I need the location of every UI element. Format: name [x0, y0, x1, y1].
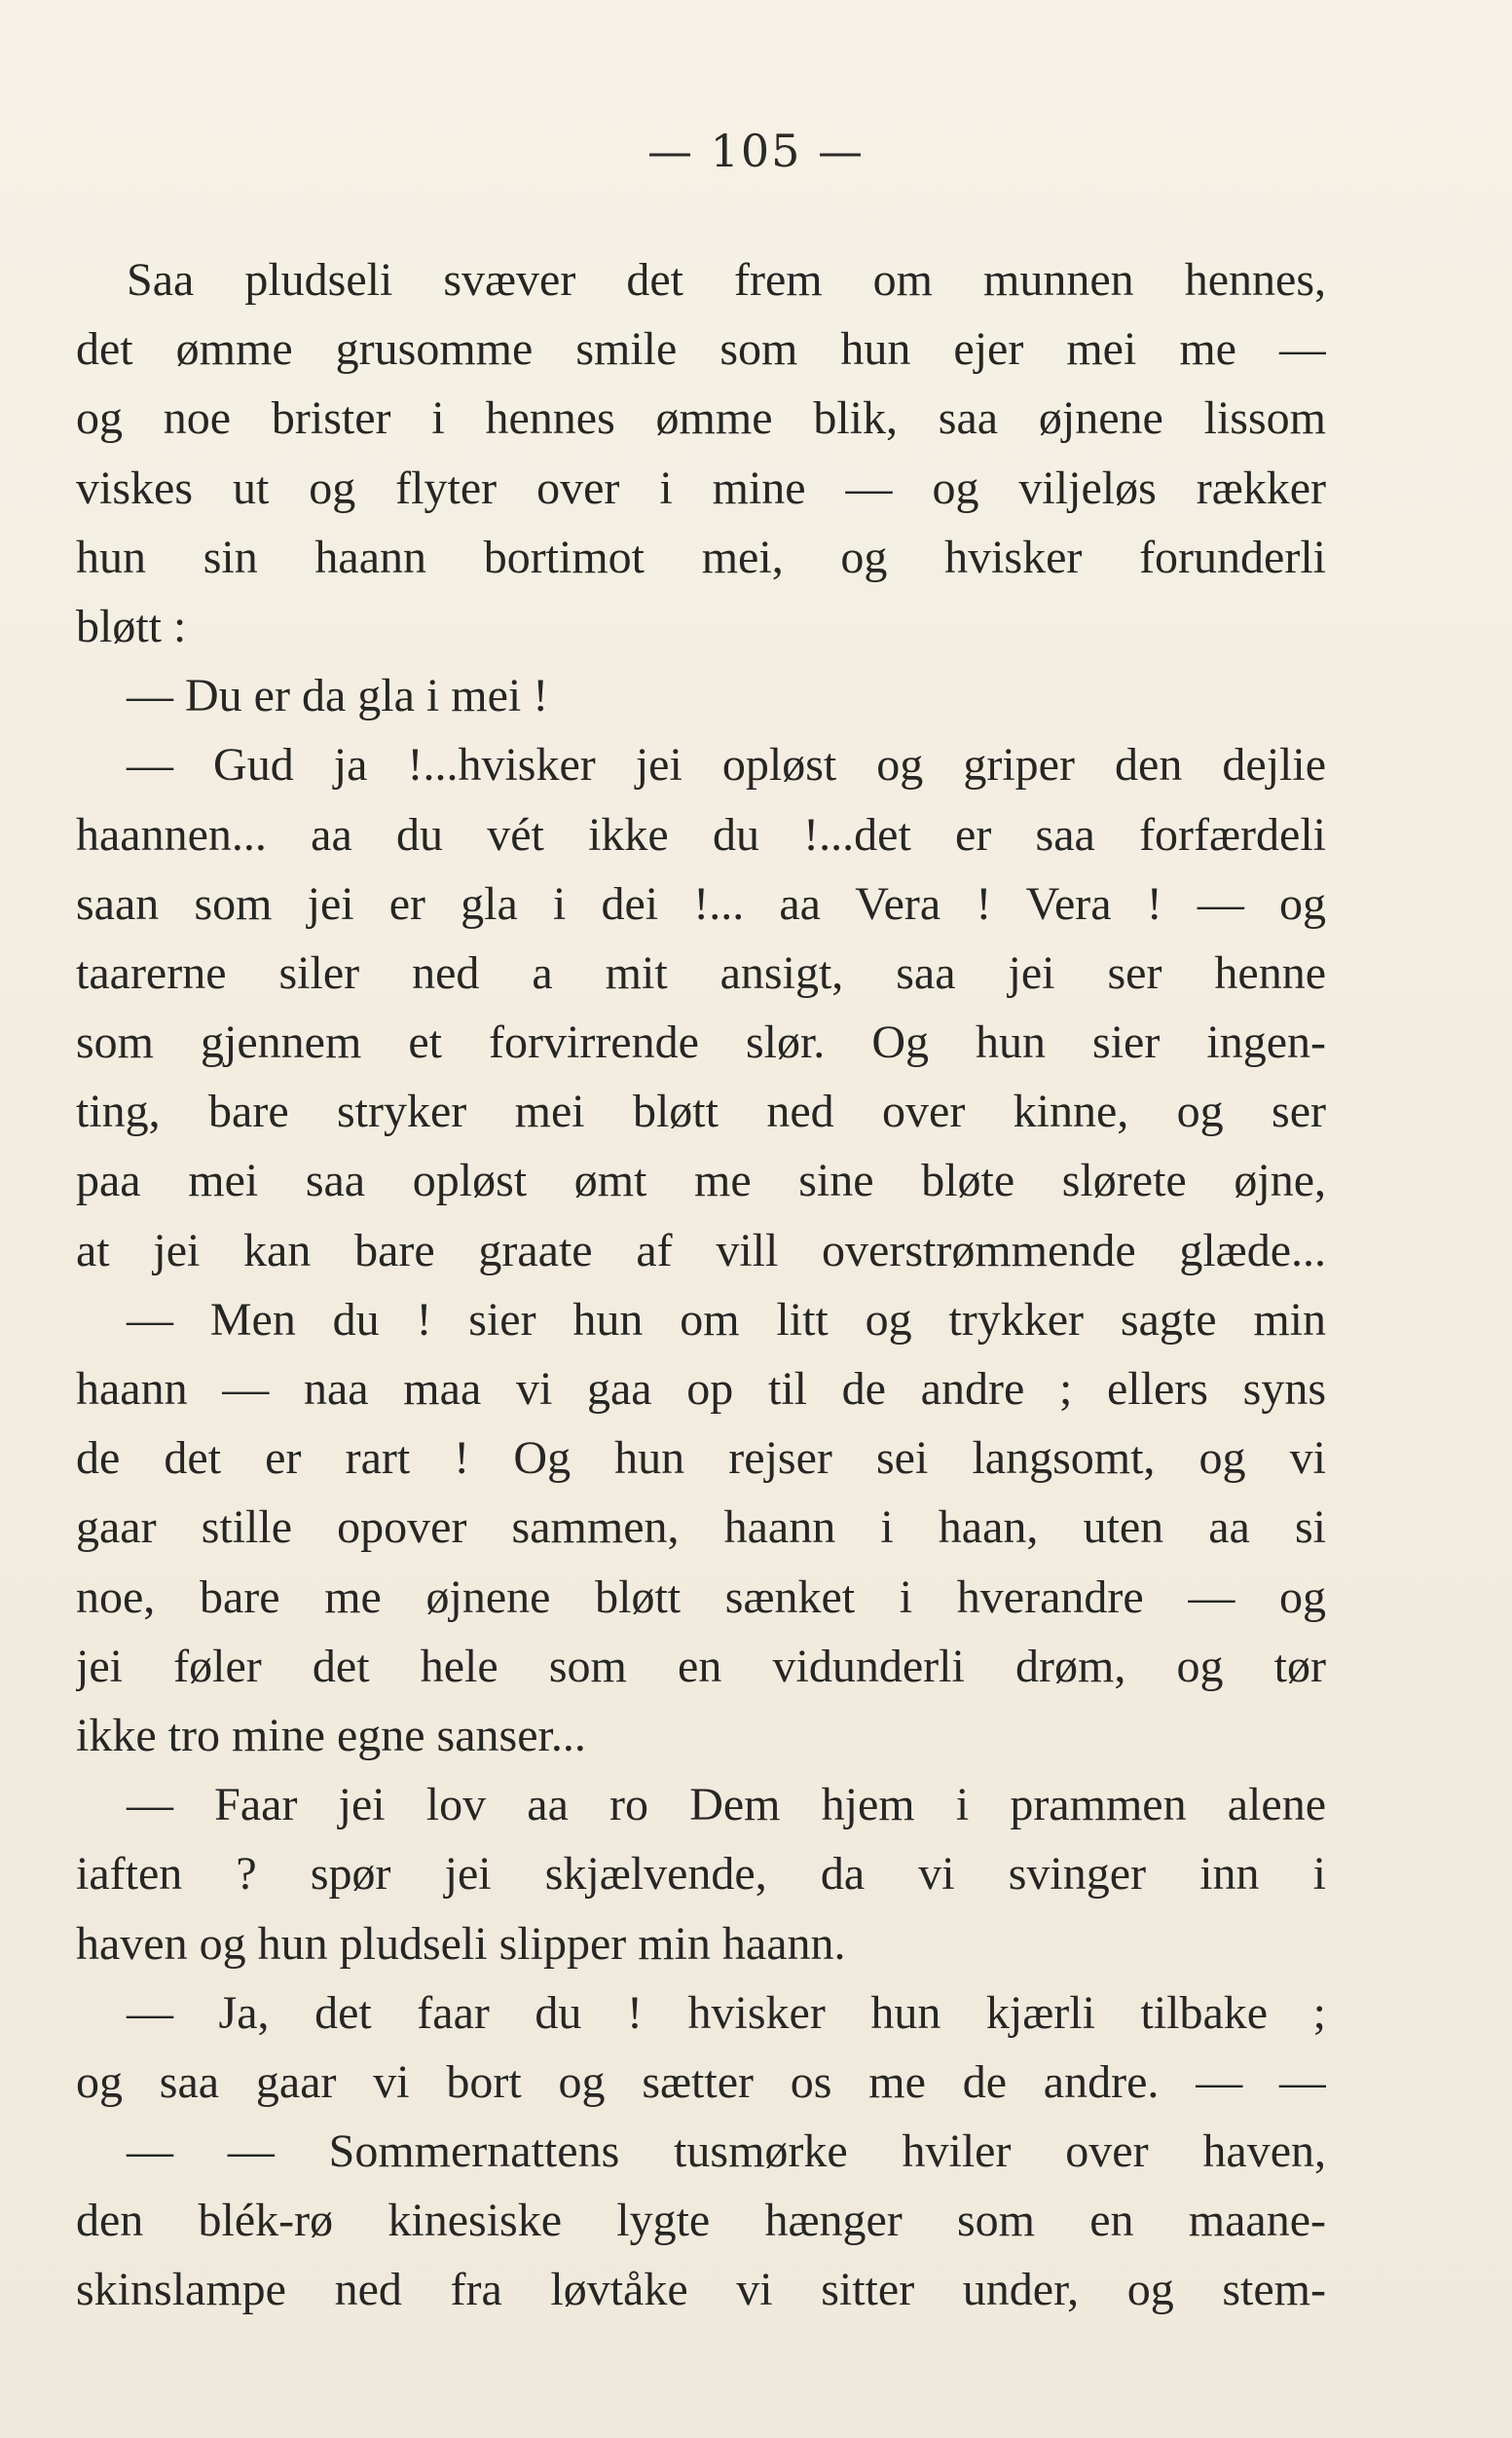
- text-line: taarerne siler ned a mit ansigt, saa jei ser henne: [76, 946, 1326, 999]
- text-line: paa mei saa opløst ømt me sine bløte slørete øjne,: [76, 1155, 1326, 1207]
- text-line: — Gud ja !...hvisker jei opløst og griper den dejlie: [127, 739, 1326, 792]
- text-line: saan som jei er gla i dei !... aa Vera ! Vera ! — og: [76, 877, 1326, 930]
- text-line: som gjennem et forvirrende slør. Og hun sier ingen-: [76, 1016, 1326, 1069]
- page-number: — 105 —: [646, 125, 866, 177]
- text-line: gaar stille opover sammen, haann i haan, uten aa si: [76, 1501, 1326, 1554]
- text-line: jei føler det hele som en vidunderli drøm, og tør: [76, 1640, 1326, 1692]
- text-line: noe, bare me øjnene bløtt sænket i hverandre — og: [76, 1570, 1326, 1623]
- text-line: — Du er da gla i mei !: [127, 670, 549, 722]
- text-line: bløtt :: [76, 600, 187, 652]
- text-line: haven og hun pludseli slipper min haann.: [76, 1917, 846, 1970]
- text-line: de det er rart ! Og hun rejser sei langsomt, og vi: [76, 1432, 1326, 1485]
- text-line: viskes ut og flyter over i mine — og viljeløs rækker: [76, 462, 1326, 514]
- text-line: Saa pludseli svæver det frem om munnen hennes,: [127, 254, 1326, 306]
- text-line: — Ja, det faar du ! hvisker hun kjærli tilbake ;: [127, 1986, 1326, 2039]
- text-line: hun sin haann bortimot mei, og hvisker forunderli: [76, 531, 1326, 583]
- text-line: at jei kan bare graate af vill overstrømmende glæde...: [76, 1224, 1326, 1276]
- text-line: haannen... aa du vét ikke du !...det er saa forfærdeli: [76, 808, 1326, 861]
- text-line: haann — naa maa vi gaa op til de andre ; ellers syns: [76, 1363, 1326, 1415]
- text-line: ikke tro mine egne sanser...: [76, 1709, 586, 1761]
- text-line: — Faar jei lov aa ro Dem hjem i prammen alene: [127, 1779, 1326, 1831]
- text-line: den blék-rø kinesiske lygte hænger som en maane-: [76, 2195, 1326, 2247]
- text-line: og noe brister i hennes ømme blik, saa øjnene lissom: [76, 392, 1326, 445]
- text-line: og saa gaar vi bort og sætter os me de andre. — —: [76, 2055, 1326, 2108]
- page-text: [76, 245, 1326, 2325]
- text-line: iaften ? spør jei skjælvende, da vi svinger inn i: [76, 1848, 1326, 1901]
- text-line: skinslampe ned fra løvtåke vi sitter under, og stem-: [76, 2264, 1326, 2316]
- text-line: — Men du ! sier hun om litt og trykker sagte min: [127, 1293, 1326, 1346]
- text-line: ting, bare stryker mei bløtt ned over kinne, og ser: [76, 1086, 1326, 1138]
- text-line: det ømme grusomme smile som hun ejer mei me —: [76, 323, 1326, 376]
- text-line: — — Sommernattens tusmørke hviler over haven,: [127, 2125, 1326, 2178]
